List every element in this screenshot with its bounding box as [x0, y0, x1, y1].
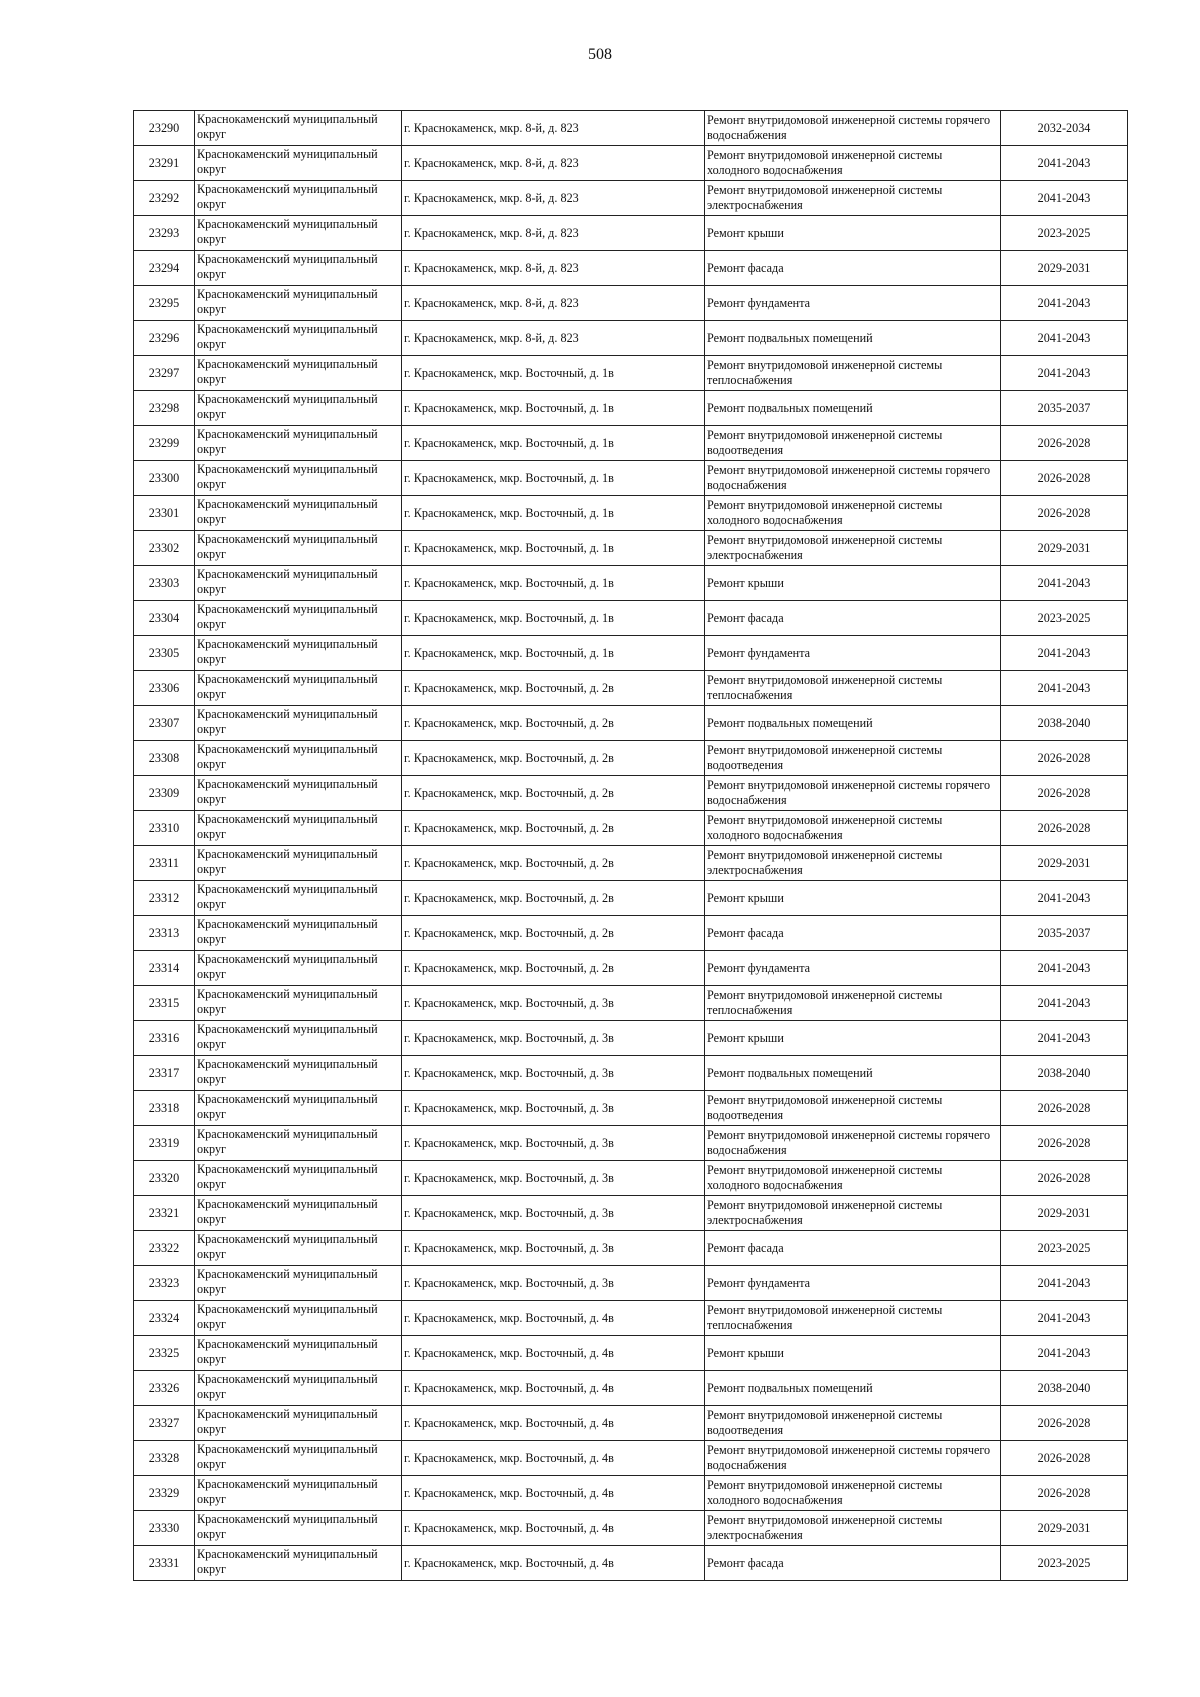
row-number: 23311	[134, 846, 195, 881]
municipality-cell: Краснокаменский муниципальный округ	[195, 286, 402, 321]
address-cell: г. Краснокаменск, мкр. Восточный, д. 2в	[402, 776, 705, 811]
address-cell: г. Краснокаменск, мкр. Восточный, д. 3в	[402, 1056, 705, 1091]
table-row	[134, 426, 1128, 461]
address-cell: г. Краснокаменск, мкр. Восточный, д. 2в	[402, 951, 705, 986]
municipality-cell: Краснокаменский муниципальный округ	[195, 1371, 402, 1406]
address-cell: г. Краснокаменск, мкр. 8-й, д. 823	[402, 321, 705, 356]
work-type-cell: Ремонт внутридомовой инженерной системы теплоснабжения	[705, 671, 1001, 706]
work-type-cell: Ремонт подвальных помещений	[705, 1371, 1001, 1406]
row-number: 23321	[134, 1196, 195, 1231]
table-row	[134, 1091, 1128, 1126]
period-cell: 2029-2031	[1001, 846, 1128, 881]
work-type-cell: Ремонт крыши	[705, 881, 1001, 916]
municipality-cell: Краснокаменский муниципальный округ	[195, 1511, 402, 1546]
address-cell: г. Краснокаменск, мкр. 8-й, д. 823	[402, 146, 705, 181]
row-number: 23327	[134, 1406, 195, 1441]
municipality-cell: Краснокаменский муниципальный округ	[195, 426, 402, 461]
row-number: 23299	[134, 426, 195, 461]
municipality-cell: Краснокаменский муниципальный округ	[195, 671, 402, 706]
row-number: 23326	[134, 1371, 195, 1406]
table-row	[134, 1161, 1128, 1196]
period-cell: 2041-2043	[1001, 951, 1128, 986]
work-type-cell: Ремонт внутридомовой инженерной системы холодного водоснабжения	[705, 146, 1001, 181]
period-cell: 2038-2040	[1001, 706, 1128, 741]
row-number: 23292	[134, 181, 195, 216]
period-cell: 2041-2043	[1001, 1021, 1128, 1056]
period-cell: 2035-2037	[1001, 391, 1128, 426]
period-cell: 2026-2028	[1001, 496, 1128, 531]
table-row	[134, 1336, 1128, 1371]
address-cell: г. Краснокаменск, мкр. Восточный, д. 4в	[402, 1511, 705, 1546]
municipality-cell: Краснокаменский муниципальный округ	[195, 566, 402, 601]
work-type-cell: Ремонт фасада	[705, 1546, 1001, 1581]
row-number: 23325	[134, 1336, 195, 1371]
row-number: 23301	[134, 496, 195, 531]
address-cell: г. Краснокаменск, мкр. Восточный, д. 4в	[402, 1301, 705, 1336]
work-type-cell: Ремонт внутридомовой инженерной системы водоотведения	[705, 1406, 1001, 1441]
period-cell: 2026-2028	[1001, 1161, 1128, 1196]
period-cell: 2041-2043	[1001, 1336, 1128, 1371]
municipality-cell: Краснокаменский муниципальный округ	[195, 881, 402, 916]
row-number: 23300	[134, 461, 195, 496]
table-row	[134, 986, 1128, 1021]
period-cell: 2029-2031	[1001, 531, 1128, 566]
address-cell: г. Краснокаменск, мкр. Восточный, д. 4в	[402, 1336, 705, 1371]
work-type-cell: Ремонт фасада	[705, 1231, 1001, 1266]
address-cell: г. Краснокаменск, мкр. Восточный, д. 3в	[402, 1161, 705, 1196]
work-type-cell: Ремонт внутридомовой инженерной системы горячего водоснабжения	[705, 111, 1001, 146]
row-number: 23307	[134, 706, 195, 741]
municipality-cell: Краснокаменский муниципальный округ	[195, 181, 402, 216]
table-row	[134, 566, 1128, 601]
period-cell: 2026-2028	[1001, 776, 1128, 811]
municipality-cell: Краснокаменский муниципальный округ	[195, 601, 402, 636]
table-row	[134, 391, 1128, 426]
municipality-cell: Краснокаменский муниципальный округ	[195, 811, 402, 846]
municipality-cell: Краснокаменский муниципальный округ	[195, 496, 402, 531]
address-cell: г. Краснокаменск, мкр. 8-й, д. 823	[402, 286, 705, 321]
table-row	[134, 1266, 1128, 1301]
work-type-cell: Ремонт внутридомовой инженерной системы водоотведения	[705, 426, 1001, 461]
municipality-cell: Краснокаменский муниципальный округ	[195, 706, 402, 741]
work-type-cell: Ремонт фасада	[705, 251, 1001, 286]
table-row	[134, 356, 1128, 391]
row-number: 23328	[134, 1441, 195, 1476]
address-cell: г. Краснокаменск, мкр. Восточный, д. 1в	[402, 566, 705, 601]
work-type-cell: Ремонт фундамента	[705, 1266, 1001, 1301]
work-type-cell: Ремонт внутридомовой инженерной системы электроснабжения	[705, 1511, 1001, 1546]
work-type-cell: Ремонт внутридомовой инженерной системы холодного водоснабжения	[705, 1476, 1001, 1511]
table-row	[134, 846, 1128, 881]
municipality-cell: Краснокаменский муниципальный округ	[195, 461, 402, 496]
period-cell: 2032-2034	[1001, 111, 1128, 146]
work-type-cell: Ремонт внутридомовой инженерной системы водоотведения	[705, 741, 1001, 776]
row-number: 23304	[134, 601, 195, 636]
address-cell: г. Краснокаменск, мкр. Восточный, д. 4в	[402, 1406, 705, 1441]
table-row	[134, 881, 1128, 916]
work-type-cell: Ремонт внутридомовой инженерной системы холодного водоснабжения	[705, 1161, 1001, 1196]
municipality-cell: Краснокаменский муниципальный округ	[195, 111, 402, 146]
municipality-cell: Краснокаменский муниципальный округ	[195, 251, 402, 286]
row-number: 23290	[134, 111, 195, 146]
row-number: 23306	[134, 671, 195, 706]
row-number: 23320	[134, 1161, 195, 1196]
period-cell: 2041-2043	[1001, 636, 1128, 671]
table-row	[134, 601, 1128, 636]
municipality-cell: Краснокаменский муниципальный округ	[195, 146, 402, 181]
row-number: 23315	[134, 986, 195, 1021]
period-cell: 2041-2043	[1001, 1301, 1128, 1336]
row-number: 23312	[134, 881, 195, 916]
address-cell: г. Краснокаменск, мкр. Восточный, д. 1в	[402, 391, 705, 426]
period-cell: 2041-2043	[1001, 146, 1128, 181]
row-number: 23330	[134, 1511, 195, 1546]
row-number: 23291	[134, 146, 195, 181]
table-row	[134, 496, 1128, 531]
address-cell: г. Краснокаменск, мкр. Восточный, д. 3в	[402, 1266, 705, 1301]
address-cell: г. Краснокаменск, мкр. Восточный, д. 2в	[402, 741, 705, 776]
period-cell: 2038-2040	[1001, 1056, 1128, 1091]
address-cell: г. Краснокаменск, мкр. Восточный, д. 1в	[402, 356, 705, 391]
municipality-cell: Краснокаменский муниципальный округ	[195, 1301, 402, 1336]
table-row	[134, 286, 1128, 321]
period-cell: 2041-2043	[1001, 881, 1128, 916]
table-row	[134, 1546, 1128, 1581]
address-cell: г. Краснокаменск, мкр. Восточный, д. 4в	[402, 1546, 705, 1581]
work-type-cell: Ремонт внутридомовой инженерной системы холодного водоснабжения	[705, 811, 1001, 846]
address-cell: г. Краснокаменск, мкр. 8-й, д. 823	[402, 181, 705, 216]
table-row	[134, 811, 1128, 846]
address-cell: г. Краснокаменск, мкр. 8-й, д. 823	[402, 216, 705, 251]
address-cell: г. Краснокаменск, мкр. Восточный, д. 3в	[402, 1091, 705, 1126]
period-cell: 2029-2031	[1001, 1511, 1128, 1546]
work-type-cell: Ремонт внутридомовой инженерной системы теплоснабжения	[705, 986, 1001, 1021]
period-cell: 2023-2025	[1001, 601, 1128, 636]
address-cell: г. Краснокаменск, мкр. Восточный, д. 2в	[402, 846, 705, 881]
municipality-cell: Краснокаменский муниципальный округ	[195, 1266, 402, 1301]
table-row	[134, 1441, 1128, 1476]
period-cell: 2041-2043	[1001, 321, 1128, 356]
municipality-cell: Краснокаменский муниципальный округ	[195, 1161, 402, 1196]
table-row	[134, 776, 1128, 811]
municipality-cell: Краснокаменский муниципальный округ	[195, 1476, 402, 1511]
row-number: 23297	[134, 356, 195, 391]
address-cell: г. Краснокаменск, мкр. 8-й, д. 823	[402, 251, 705, 286]
table-row	[134, 916, 1128, 951]
period-cell: 2023-2025	[1001, 216, 1128, 251]
work-type-cell: Ремонт внутридомовой инженерной системы горячего водоснабжения	[705, 776, 1001, 811]
work-type-cell: Ремонт крыши	[705, 1336, 1001, 1371]
address-cell: г. Краснокаменск, мкр. Восточный, д. 1в	[402, 461, 705, 496]
period-cell: 2026-2028	[1001, 1126, 1128, 1161]
row-number: 23310	[134, 811, 195, 846]
row-number: 23295	[134, 286, 195, 321]
work-type-cell: Ремонт фундамента	[705, 636, 1001, 671]
period-cell: 2038-2040	[1001, 1371, 1128, 1406]
work-type-cell: Ремонт внутридомовой инженерной системы горячего водоснабжения	[705, 1441, 1001, 1476]
table-row	[134, 1056, 1128, 1091]
row-number: 23298	[134, 391, 195, 426]
address-cell: г. Краснокаменск, мкр. Восточный, д. 3в	[402, 986, 705, 1021]
work-type-cell: Ремонт крыши	[705, 1021, 1001, 1056]
table-row	[134, 951, 1128, 986]
period-cell: 2026-2028	[1001, 461, 1128, 496]
row-number: 23318	[134, 1091, 195, 1126]
address-cell: г. Краснокаменск, мкр. Восточный, д. 1в	[402, 601, 705, 636]
period-cell: 2041-2043	[1001, 566, 1128, 601]
work-type-cell: Ремонт подвальных помещений	[705, 706, 1001, 741]
row-number: 23296	[134, 321, 195, 356]
work-type-cell: Ремонт внутридомовой инженерной системы холодного водоснабжения	[705, 496, 1001, 531]
period-cell: 2023-2025	[1001, 1231, 1128, 1266]
municipality-cell: Краснокаменский муниципальный округ	[195, 1091, 402, 1126]
work-type-cell: Ремонт внутридомовой инженерной системы электроснабжения	[705, 1196, 1001, 1231]
address-cell: г. Краснокаменск, мкр. Восточный, д. 3в	[402, 1126, 705, 1161]
table-row	[134, 706, 1128, 741]
work-type-cell: Ремонт фундамента	[705, 951, 1001, 986]
table-row	[134, 181, 1128, 216]
row-number: 23316	[134, 1021, 195, 1056]
row-number: 23319	[134, 1126, 195, 1161]
table-row	[134, 216, 1128, 251]
table-row	[134, 1301, 1128, 1336]
address-cell: г. Краснокаменск, мкр. 8-й, д. 823	[402, 111, 705, 146]
municipality-cell: Краснокаменский муниципальный округ	[195, 846, 402, 881]
row-number: 23293	[134, 216, 195, 251]
municipality-cell: Краснокаменский муниципальный округ	[195, 776, 402, 811]
municipality-cell: Краснокаменский муниципальный округ	[195, 1056, 402, 1091]
period-cell: 2035-2037	[1001, 916, 1128, 951]
municipality-cell: Краснокаменский муниципальный округ	[195, 1406, 402, 1441]
row-number: 23303	[134, 566, 195, 601]
municipality-cell: Краснокаменский муниципальный округ	[195, 391, 402, 426]
table-row	[134, 321, 1128, 356]
work-type-cell: Ремонт внутридомовой инженерной системы электроснабжения	[705, 531, 1001, 566]
period-cell: 2041-2043	[1001, 286, 1128, 321]
period-cell: 2041-2043	[1001, 671, 1128, 706]
table-row	[134, 1476, 1128, 1511]
municipality-cell: Краснокаменский муниципальный округ	[195, 1126, 402, 1161]
work-type-cell: Ремонт внутридомовой инженерной системы электроснабжения	[705, 846, 1001, 881]
municipality-cell: Краснокаменский муниципальный округ	[195, 1546, 402, 1581]
municipality-cell: Краснокаменский муниципальный округ	[195, 1441, 402, 1476]
work-type-cell: Ремонт фундамента	[705, 286, 1001, 321]
table-row	[134, 1406, 1128, 1441]
period-cell: 2041-2043	[1001, 356, 1128, 391]
row-number: 23324	[134, 1301, 195, 1336]
work-type-cell: Ремонт внутридомовой инженерной системы теплоснабжения	[705, 1301, 1001, 1336]
address-cell: г. Краснокаменск, мкр. Восточный, д. 4в	[402, 1371, 705, 1406]
repair-schedule-table	[133, 110, 1128, 1581]
table-row	[134, 671, 1128, 706]
table-body	[134, 111, 1128, 1581]
work-type-cell: Ремонт подвальных помещений	[705, 1056, 1001, 1091]
table-row	[134, 1196, 1128, 1231]
work-type-cell: Ремонт фасада	[705, 601, 1001, 636]
row-number: 23314	[134, 951, 195, 986]
address-cell: г. Краснокаменск, мкр. Восточный, д. 3в	[402, 1021, 705, 1056]
work-type-cell: Ремонт крыши	[705, 216, 1001, 251]
row-number: 23323	[134, 1266, 195, 1301]
period-cell: 2023-2025	[1001, 1546, 1128, 1581]
table-row	[134, 1021, 1128, 1056]
table-row	[134, 1126, 1128, 1161]
table-row	[134, 461, 1128, 496]
period-cell: 2041-2043	[1001, 181, 1128, 216]
address-cell: г. Краснокаменск, мкр. Восточный, д. 3в	[402, 1231, 705, 1266]
address-cell: г. Краснокаменск, мкр. Восточный, д. 2в	[402, 671, 705, 706]
table-row	[134, 636, 1128, 671]
municipality-cell: Краснокаменский муниципальный округ	[195, 741, 402, 776]
period-cell: 2041-2043	[1001, 1266, 1128, 1301]
work-type-cell: Ремонт внутридомовой инженерной системы горячего водоснабжения	[705, 1126, 1001, 1161]
row-number: 23317	[134, 1056, 195, 1091]
row-number: 23305	[134, 636, 195, 671]
table-row	[134, 1231, 1128, 1266]
municipality-cell: Краснокаменский муниципальный округ	[195, 636, 402, 671]
row-number: 23313	[134, 916, 195, 951]
row-number: 23308	[134, 741, 195, 776]
period-cell: 2026-2028	[1001, 811, 1128, 846]
work-type-cell: Ремонт внутридомовой инженерной системы горячего водоснабжения	[705, 461, 1001, 496]
work-type-cell: Ремонт подвальных помещений	[705, 321, 1001, 356]
period-cell: 2026-2028	[1001, 1406, 1128, 1441]
municipality-cell: Краснокаменский муниципальный округ	[195, 356, 402, 391]
municipality-cell: Краснокаменский муниципальный округ	[195, 986, 402, 1021]
address-cell: г. Краснокаменск, мкр. Восточный, д. 1в	[402, 496, 705, 531]
row-number: 23329	[134, 1476, 195, 1511]
municipality-cell: Краснокаменский муниципальный округ	[195, 951, 402, 986]
address-cell: г. Краснокаменск, мкр. Восточный, д. 1в	[402, 426, 705, 461]
address-cell: г. Краснокаменск, мкр. Восточный, д. 1в	[402, 531, 705, 566]
period-cell: 2041-2043	[1001, 986, 1128, 1021]
address-cell: г. Краснокаменск, мкр. Восточный, д. 2в	[402, 811, 705, 846]
period-cell: 2026-2028	[1001, 1091, 1128, 1126]
work-type-cell: Ремонт внутридомовой инженерной системы электроснабжения	[705, 181, 1001, 216]
table-row	[134, 1511, 1128, 1546]
work-type-cell: Ремонт внутридомовой инженерной системы водоотведения	[705, 1091, 1001, 1126]
municipality-cell: Краснокаменский муниципальный округ	[195, 1196, 402, 1231]
row-number: 23322	[134, 1231, 195, 1266]
address-cell: г. Краснокаменск, мкр. Восточный, д. 2в	[402, 881, 705, 916]
page-number: 508	[588, 46, 612, 63]
work-type-cell: Ремонт фасада	[705, 916, 1001, 951]
row-number: 23331	[134, 1546, 195, 1581]
table-row	[134, 531, 1128, 566]
address-cell: г. Краснокаменск, мкр. Восточный, д. 1в	[402, 636, 705, 671]
row-number: 23302	[134, 531, 195, 566]
municipality-cell: Краснокаменский муниципальный округ	[195, 1021, 402, 1056]
address-cell: г. Краснокаменск, мкр. Восточный, д. 4в	[402, 1476, 705, 1511]
municipality-cell: Краснокаменский муниципальный округ	[195, 916, 402, 951]
address-cell: г. Краснокаменск, мкр. Восточный, д. 3в	[402, 1196, 705, 1231]
work-type-cell: Ремонт крыши	[705, 566, 1001, 601]
municipality-cell: Краснокаменский муниципальный округ	[195, 216, 402, 251]
work-type-cell: Ремонт внутридомовой инженерной системы теплоснабжения	[705, 356, 1001, 391]
table-row	[134, 1371, 1128, 1406]
municipality-cell: Краснокаменский муниципальный округ	[195, 531, 402, 566]
period-cell: 2026-2028	[1001, 426, 1128, 461]
table-row	[134, 251, 1128, 286]
work-type-cell: Ремонт подвальных помещений	[705, 391, 1001, 426]
table-row	[134, 741, 1128, 776]
period-cell: 2029-2031	[1001, 251, 1128, 286]
municipality-cell: Краснокаменский муниципальный округ	[195, 1231, 402, 1266]
address-cell: г. Краснокаменск, мкр. Восточный, д. 4в	[402, 1441, 705, 1476]
row-number: 23294	[134, 251, 195, 286]
period-cell: 2026-2028	[1001, 1476, 1128, 1511]
table-row	[134, 146, 1128, 181]
municipality-cell: Краснокаменский муниципальный округ	[195, 321, 402, 356]
municipality-cell: Краснокаменский муниципальный округ	[195, 1336, 402, 1371]
period-cell: 2026-2028	[1001, 741, 1128, 776]
row-number: 23309	[134, 776, 195, 811]
period-cell: 2029-2031	[1001, 1196, 1128, 1231]
address-cell: г. Краснокаменск, мкр. Восточный, д. 2в	[402, 706, 705, 741]
address-cell: г. Краснокаменск, мкр. Восточный, д. 2в	[402, 916, 705, 951]
period-cell: 2026-2028	[1001, 1441, 1128, 1476]
table-row	[134, 111, 1128, 146]
